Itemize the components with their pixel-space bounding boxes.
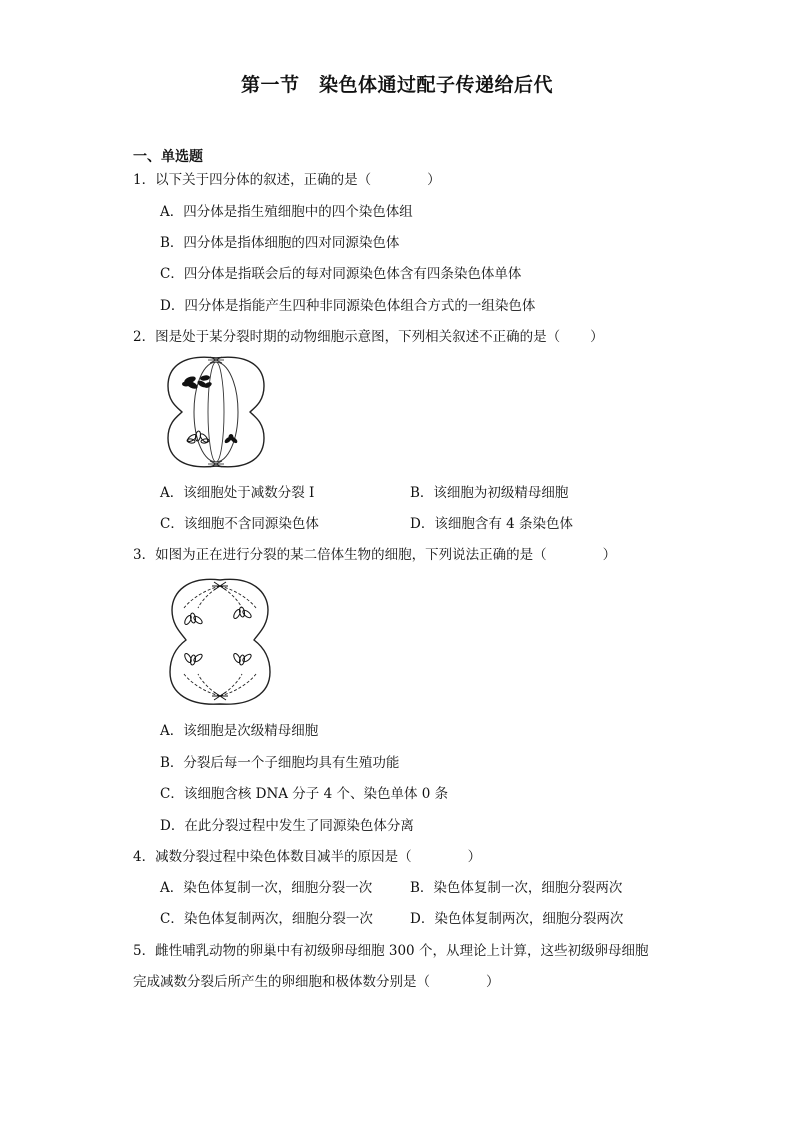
question-4-option-d: D．染色体复制两次，细胞分裂两次: [410, 911, 624, 927]
question-4-stem: 4．减数分裂过程中染色体数目减半的原因是（ ）: [133, 849, 482, 865]
question-3-option-c: C．该细胞含核 DNA 分子 4 个、染色单体 0 条: [160, 786, 449, 802]
question-1-option-a: A．四分体是指生殖细胞中的四个染色体组: [160, 204, 413, 220]
section-heading: 一、单选题: [133, 149, 203, 165]
question-1-option-b: B．四分体是指体细胞的四对同源染色体: [160, 235, 400, 251]
question-4-option-b: B．染色体复制一次，细胞分裂两次: [410, 880, 623, 896]
question-2-option-a: A．该细胞处于减数分裂 I: [160, 485, 315, 501]
question-3-option-a: A．该细胞是次级精母细胞: [160, 723, 319, 739]
question-2-option-d: D．该细胞含有 4 条染色体: [410, 516, 573, 532]
question-2-stem: 2．图是处于某分裂时期的动物细胞示意图，下列相关叙述不正确的是（ ）: [133, 329, 604, 345]
question-3-option-b: B．分裂后每一个子细胞均具有生殖功能: [160, 755, 400, 771]
question-2-option-c: C．该细胞不含同源染色体: [160, 516, 319, 532]
question-4-option-a: A．染色体复制一次，细胞分裂一次: [160, 880, 373, 896]
question-2-option-b: B．该细胞为初级精母细胞: [410, 485, 569, 501]
cell-diagram-meiosis-2: [164, 574, 276, 710]
question-5-stem-line-1: 5．雌性哺乳动物的卵巢中有初级卵母细胞 300 个，从理论上计算，这些初级卵母细胞: [133, 943, 649, 959]
question-1-option-c: C．四分体是指联会后的每对同源染色体含有四条染色体单体: [160, 266, 522, 282]
page-title: 第一节 染色体通过配子传递给后代: [240, 74, 553, 96]
question-1-stem: 1．以下关于四分体的叙述，正确的是（ ）: [133, 172, 441, 188]
question-1-option-d: D．四分体是指能产生四种非同源染色体组合方式的一组染色体: [160, 298, 536, 314]
question-3-stem: 3．如图为正在进行分裂的某二倍体生物的细胞，下列说法正确的是（ ）: [133, 547, 617, 563]
question-5-stem-line-2: 完成减数分裂后所产生的卵细胞和极体数分别是（ ）: [133, 974, 500, 990]
cell-diagram-meiosis-1: [162, 352, 270, 472]
question-3-option-d: D．在此分裂过程中发生了同源染色体分离: [160, 818, 414, 834]
question-4-option-c: C．染色体复制两次，细胞分裂一次: [160, 911, 373, 927]
